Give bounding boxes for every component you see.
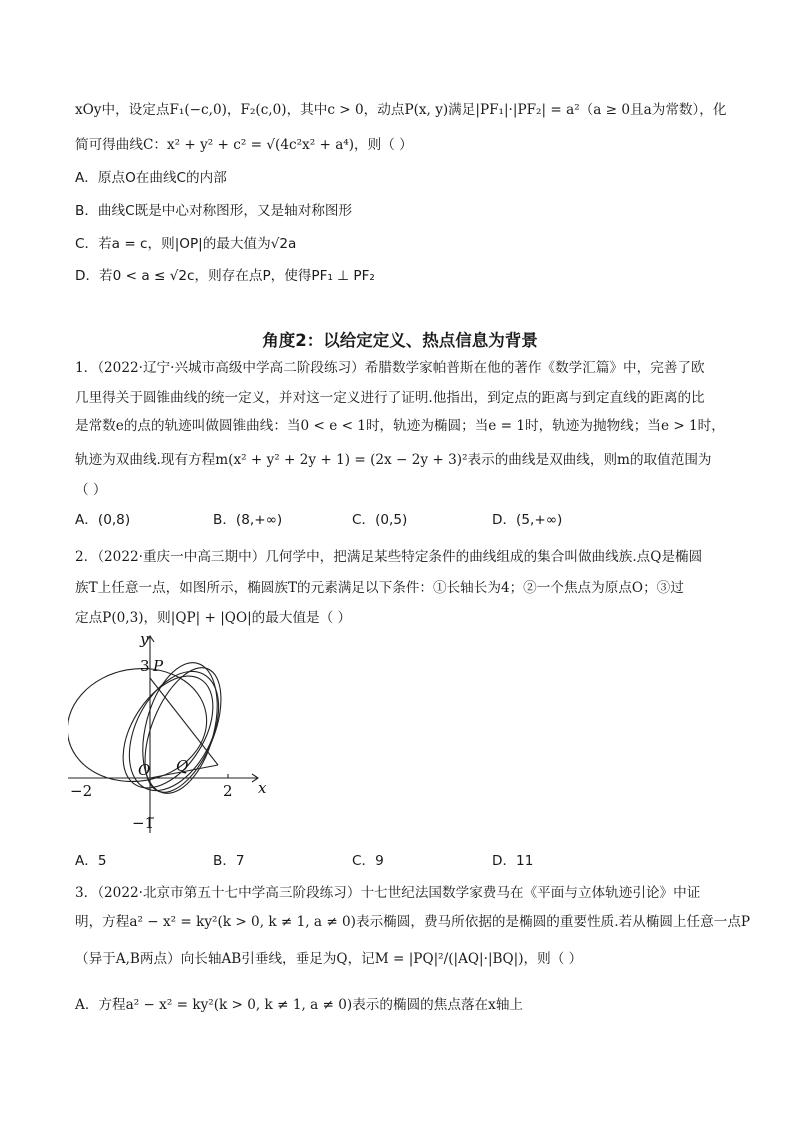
q1-line-4: 轨迹为双曲线.现有方程m(x² + y² + 2y + 1) = (2x − 2y + 3)²表示的曲线是双曲线，则m的取值范围为: [75, 452, 712, 468]
q1-option-d: D．(5,+∞): [492, 512, 563, 528]
label-o: O: [138, 761, 151, 779]
q2-line-3: 定点P(0,3)，则|QP| + |QO|的最大值是（ ）: [75, 610, 352, 626]
intro-option-c: C．若a = c，则|OP|的最大值为√2a: [75, 236, 297, 252]
section-heading: 角度2：以给定定义、热点信息为背景: [262, 331, 538, 350]
q1-option-c: C．(0,5): [352, 512, 408, 528]
label-two: 2: [223, 782, 233, 800]
q1-option-a: A．(0,8): [75, 512, 131, 528]
q1-line-5: （ ）: [75, 482, 107, 498]
label-p: P: [153, 657, 164, 675]
q2-option-d: D．11: [492, 853, 534, 869]
ellipse-3: [130, 657, 237, 803]
q2-option-b: B．7: [213, 853, 245, 869]
label-x: x: [258, 779, 267, 797]
label-three: 3: [140, 657, 150, 675]
q1-line-2: 几里得关于圆锥曲线的统一定义，并对这一定义进行了证明.他指出，到定点的距离与到定直线的距离的比: [75, 390, 705, 406]
intro-option-d: D．若0 < a ≤ √2c，则存在点P，使得PF₁ ⊥ PF₂: [75, 268, 375, 284]
q3-line-2: 明，方程a² − x² = ky²(k > 0, k ≠ 1, a ≠ 0)表示椭圆，费马所依据的是椭圆的重要性质.若从椭圆上任意一点P: [75, 914, 751, 930]
q1-line-1: 1．（2022·辽宁·兴城市高级中学高二阶段练习）希腊数学家帕普斯在他的著作《数学汇篇》中，完善了欧: [75, 360, 705, 376]
q3-option-a: A．方程a² − x² = ky²(k > 0, k ≠ 1, a ≠ 0)表示的椭圆的焦点落在x轴上: [75, 997, 524, 1013]
intro-line-2: 简可得曲线C：x² + y² + c² = √(4c²x² + a⁴)，则（ ）: [75, 137, 413, 153]
label-neg1: −1: [132, 814, 155, 832]
intro-option-a: A．原点O在曲线C的内部: [75, 170, 227, 186]
q2-option-a: A．5: [75, 853, 107, 869]
intro-line-1: xOy中，设定点F₁(−c,0)，F₂(c,0)，其中c > 0，动点P(x, y)满足|PF₁|·|PF₂| = a²（a ≥ 0且a为常数），化: [75, 102, 727, 118]
q2-line-1: 2．（2022·重庆一中高三期中）几何学中，把满足某些特定条件的曲线组成的集合叫做曲线族.点Q是椭圆: [75, 549, 703, 565]
ellipse-family-svg: [68, 628, 268, 843]
q2-option-c: C．9: [352, 853, 384, 869]
q2-line-2: 族T上任意一点，如图所示，椭圆族T的元素满足以下条件：①长轴长为4；②一个焦点为原点O；③过: [75, 580, 684, 596]
q3-line-3: （异于A,B两点）向长轴AB引垂线，垂足为Q，记M = |PQ|²/(|AQ|·|BQ|)，则（ ）: [75, 951, 583, 967]
intro-option-b: B．曲线C既是中心对称图形，又是轴对称图形: [75, 203, 353, 219]
label-q: Q: [176, 757, 189, 775]
q3-line-1: 3．（2022·北京市第五十七中学高三阶段练习）十七世纪法国数学家费马在《平面与立体轨迹引论》中证: [75, 885, 701, 901]
label-neg2: −2: [70, 782, 93, 800]
ellipse-family-figure: [68, 628, 268, 843]
label-y: y: [140, 630, 149, 648]
q1-option-b: B．(8,+∞): [213, 512, 283, 528]
segment-pq: [150, 678, 218, 765]
q1-line-3: 是常数e的点的轨迹叫做圆锥曲线：当0 < e < 1时，轨迹为椭圆；当e = 1时，轨迹为抛物线；当e > 1时，: [75, 418, 725, 434]
